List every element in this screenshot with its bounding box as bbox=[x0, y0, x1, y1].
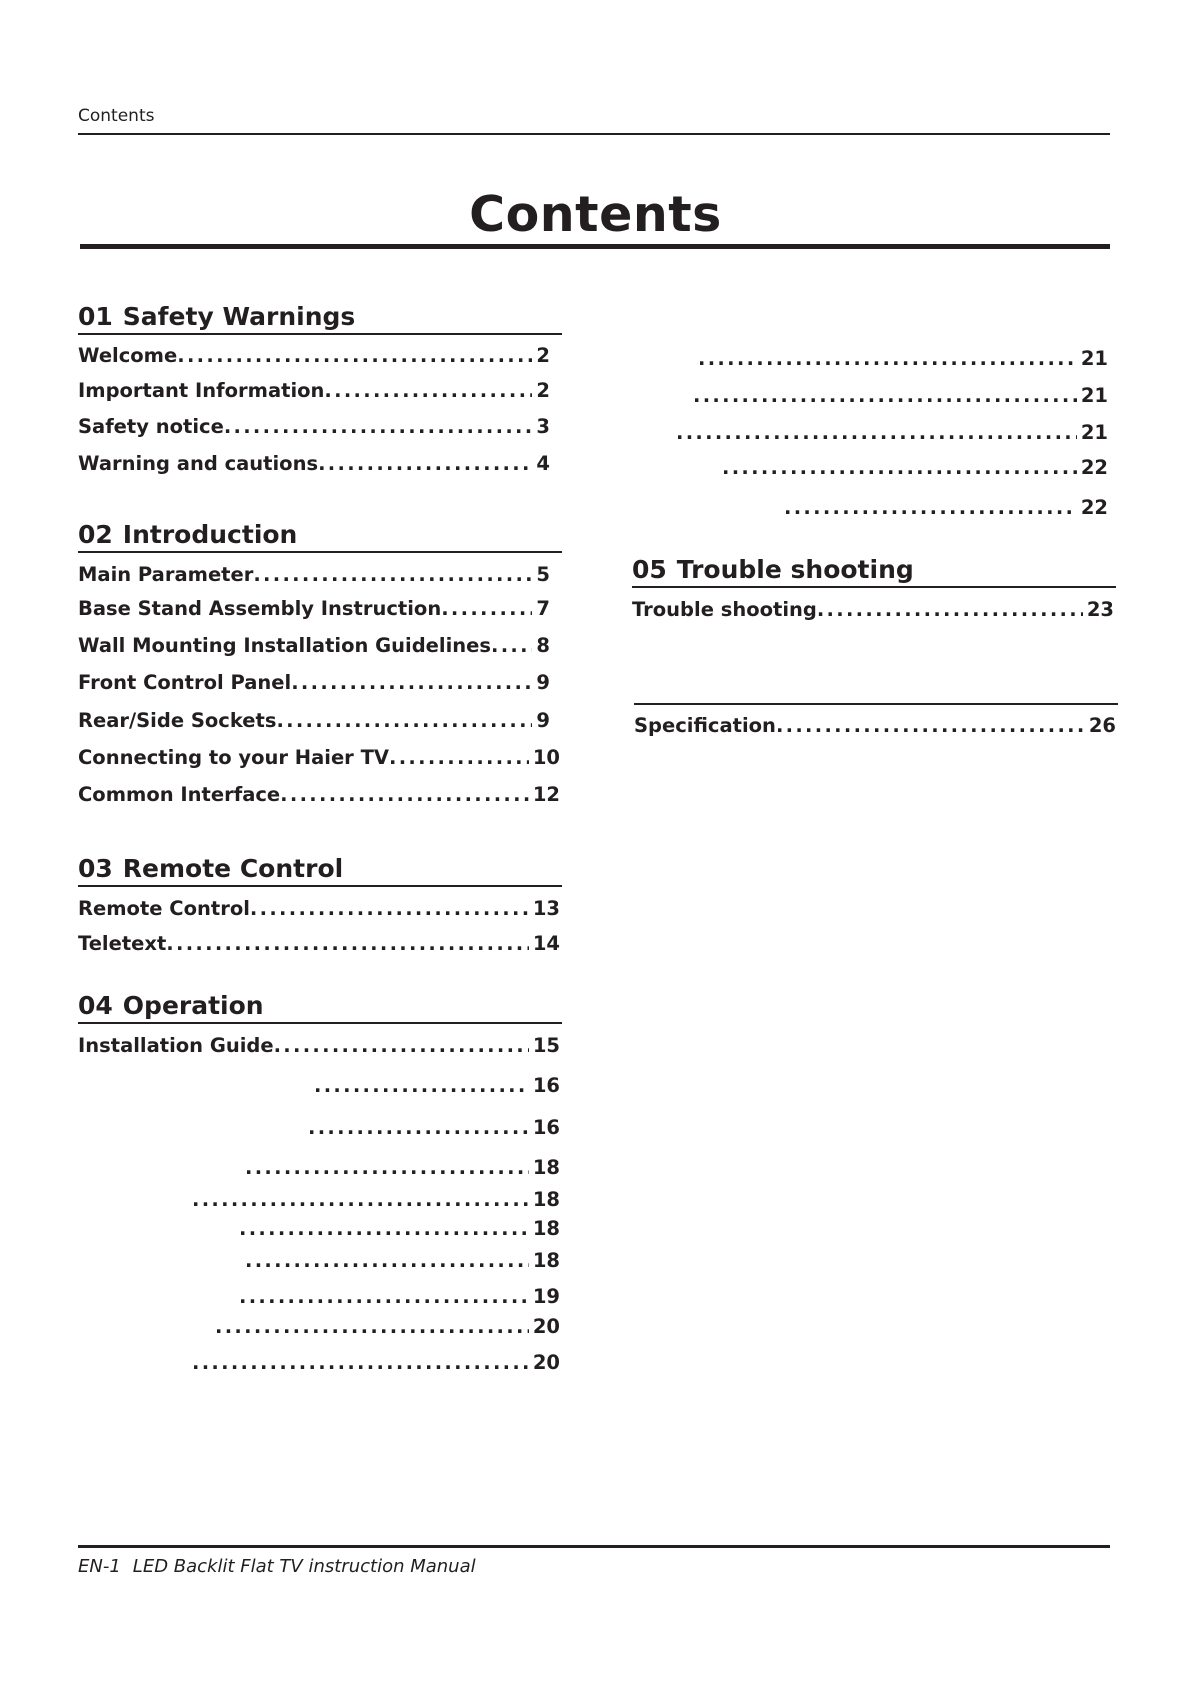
leader-dots bbox=[291, 671, 532, 694]
leader-dots bbox=[192, 1351, 529, 1374]
toc-page: 8 bbox=[536, 634, 550, 657]
toc-entry-trouble-shooting[interactable] bbox=[632, 598, 1114, 621]
leader-dots bbox=[224, 415, 533, 438]
toc-label: Safety notice bbox=[78, 415, 224, 438]
toc-label: Warning and cautions bbox=[78, 452, 319, 475]
leader-dots bbox=[308, 1116, 529, 1139]
toc-page: 7 bbox=[536, 597, 550, 620]
leader-dots bbox=[245, 1249, 529, 1272]
section-title: Safety Warnings bbox=[122, 302, 356, 331]
toc-entry-main-parameter[interactable] bbox=[78, 563, 550, 586]
section-number: 03 bbox=[78, 854, 113, 883]
toc-label: Common Interface bbox=[78, 783, 281, 806]
leader-dots bbox=[491, 634, 532, 657]
toc-page: 15 bbox=[532, 1034, 560, 1057]
toc-entry[interactable] bbox=[239, 1285, 560, 1308]
toc-page: 21 bbox=[1080, 384, 1108, 407]
toc-page: 13 bbox=[532, 897, 560, 920]
page-code: EN-1 bbox=[78, 1556, 121, 1577]
section-number: 05 bbox=[632, 555, 667, 584]
leader-dots bbox=[389, 746, 529, 769]
footer-rule bbox=[78, 1545, 1110, 1548]
toc-page: 2 bbox=[536, 379, 550, 402]
toc-page: 14 bbox=[532, 932, 560, 955]
toc-label: Main Parameter bbox=[78, 563, 254, 586]
section-04-heading bbox=[78, 991, 562, 1024]
leader-dots bbox=[276, 709, 532, 732]
leader-dots bbox=[250, 897, 529, 920]
toc-entry-teletext[interactable] bbox=[78, 932, 560, 955]
toc-entry-common-interface[interactable] bbox=[78, 783, 560, 806]
toc-entry-welcome[interactable] bbox=[78, 344, 550, 367]
toc-page: 22 bbox=[1080, 496, 1108, 519]
toc-page: 21 bbox=[1080, 421, 1108, 444]
toc-entry-base-stand[interactable] bbox=[78, 597, 550, 620]
section-number: 01 bbox=[78, 302, 113, 331]
toc-label: Base Stand Assembly Instruction bbox=[78, 597, 442, 620]
section-title: Introduction bbox=[122, 520, 298, 549]
leader-dots bbox=[253, 563, 532, 586]
toc-entry[interactable] bbox=[192, 1351, 560, 1374]
title-rule bbox=[80, 244, 1110, 249]
toc-page: 2 bbox=[536, 344, 550, 367]
leader-dots bbox=[314, 1074, 529, 1097]
toc-page: 9 bbox=[536, 671, 550, 694]
toc-entry[interactable] bbox=[698, 347, 1108, 370]
toc-entry[interactable] bbox=[308, 1116, 560, 1139]
toc-entry[interactable] bbox=[239, 1217, 560, 1240]
section-title: Trouble shooting bbox=[676, 555, 914, 584]
toc-page: 22 bbox=[1080, 456, 1108, 479]
toc-page: 3 bbox=[536, 415, 550, 438]
toc-page: 23 bbox=[1086, 598, 1114, 621]
toc-entry-warning-and-cautions[interactable] bbox=[78, 452, 550, 475]
section-05-heading bbox=[632, 555, 1116, 588]
leader-dots bbox=[324, 379, 532, 402]
toc-label: Specification bbox=[634, 714, 776, 737]
toc-entry-connecting[interactable] bbox=[78, 746, 560, 769]
toc-entry-remote-control[interactable] bbox=[78, 897, 560, 920]
toc-label: Installation Guide bbox=[78, 1034, 274, 1057]
leader-dots bbox=[676, 421, 1077, 444]
section-number: 02 bbox=[78, 520, 113, 549]
leader-dots bbox=[280, 783, 529, 806]
toc-entry-wall-mounting[interactable] bbox=[78, 634, 550, 657]
leader-dots bbox=[239, 1285, 529, 1308]
leader-dots bbox=[245, 1156, 529, 1179]
leader-dots bbox=[722, 456, 1077, 479]
toc-page: 16 bbox=[532, 1116, 560, 1139]
toc-label: Remote Control bbox=[78, 897, 250, 920]
toc-entry-rear-side-sockets[interactable] bbox=[78, 709, 550, 732]
toc-page: 20 bbox=[532, 1315, 560, 1338]
toc-page: 20 bbox=[532, 1351, 560, 1374]
toc-entry-installation-guide[interactable] bbox=[78, 1034, 560, 1057]
leader-dots bbox=[192, 1188, 529, 1211]
leader-dots bbox=[441, 597, 532, 620]
toc-entry[interactable] bbox=[245, 1156, 560, 1179]
toc-page: 4 bbox=[536, 452, 550, 475]
specification-rule bbox=[634, 703, 1118, 705]
toc-label: Important Information bbox=[78, 379, 325, 402]
toc-entry-specification[interactable] bbox=[634, 714, 1116, 737]
toc-page: 18 bbox=[532, 1188, 560, 1211]
leader-dots bbox=[776, 714, 1085, 737]
toc-page: 10 bbox=[532, 746, 560, 769]
toc-entry-important-information[interactable] bbox=[78, 379, 550, 402]
toc-page: 9 bbox=[536, 709, 550, 732]
section-number: 04 bbox=[78, 991, 113, 1020]
toc-entry[interactable] bbox=[192, 1188, 560, 1211]
toc-entry[interactable] bbox=[784, 496, 1108, 519]
leader-dots bbox=[784, 496, 1077, 519]
toc-entry[interactable] bbox=[676, 421, 1108, 444]
toc-entry[interactable] bbox=[314, 1074, 560, 1097]
toc-entry[interactable] bbox=[693, 384, 1108, 407]
section-03-heading bbox=[78, 854, 562, 887]
toc-page: 16 bbox=[532, 1074, 560, 1097]
leader-dots bbox=[177, 344, 532, 367]
toc-page: 26 bbox=[1088, 714, 1116, 737]
section-01-heading bbox=[78, 302, 562, 335]
toc-page: 18 bbox=[532, 1217, 560, 1240]
toc-entry-front-control-panel[interactable] bbox=[78, 671, 550, 694]
section-02-heading bbox=[78, 520, 562, 553]
toc-page: 18 bbox=[532, 1249, 560, 1272]
manual-title: LED Backlit Flat TV instruction Manual bbox=[132, 1556, 476, 1577]
toc-label: Teletext bbox=[78, 932, 167, 955]
section-title: Operation bbox=[122, 991, 264, 1020]
running-header: Contents bbox=[78, 106, 155, 126]
toc-label: Front Control Panel bbox=[78, 671, 292, 694]
leader-dots bbox=[817, 598, 1083, 621]
toc-page: 12 bbox=[532, 783, 560, 806]
page-title: Contents bbox=[469, 186, 722, 243]
leader-dots bbox=[693, 384, 1077, 407]
toc-label: Trouble shooting bbox=[632, 598, 817, 621]
section-title: Remote Control bbox=[122, 854, 344, 883]
toc-page: 19 bbox=[532, 1285, 560, 1308]
toc-label: Wall Mounting Installation Guidelines bbox=[78, 634, 491, 657]
leader-dots bbox=[215, 1315, 529, 1338]
leader-dots bbox=[698, 347, 1077, 370]
toc-label: Connecting to your Haier TV bbox=[78, 746, 389, 769]
toc-page: 21 bbox=[1080, 347, 1108, 370]
toc-page: 18 bbox=[532, 1156, 560, 1179]
toc-entry-safety-notice[interactable] bbox=[78, 415, 550, 438]
toc-page: 5 bbox=[536, 563, 550, 586]
toc-label: Welcome bbox=[78, 344, 178, 367]
leader-dots bbox=[274, 1034, 529, 1057]
leader-dots bbox=[166, 932, 529, 955]
toc-label: Rear/Side Sockets bbox=[78, 709, 277, 732]
toc-entry[interactable] bbox=[215, 1315, 560, 1338]
header-rule bbox=[78, 133, 1110, 135]
page-footer bbox=[78, 1556, 476, 1577]
toc-entry[interactable] bbox=[722, 456, 1108, 479]
leader-dots bbox=[239, 1217, 529, 1240]
toc-entry[interactable] bbox=[245, 1249, 560, 1272]
leader-dots bbox=[318, 452, 532, 475]
